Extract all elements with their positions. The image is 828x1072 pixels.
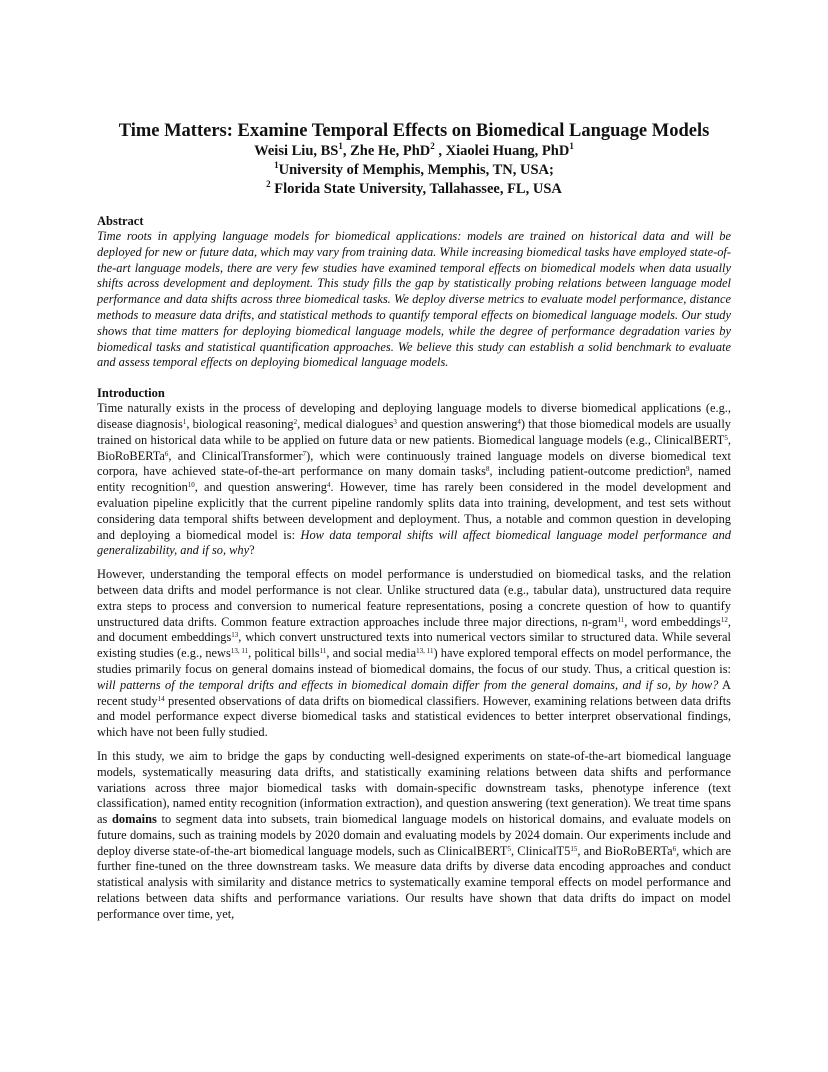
affiliation-2 (60, 180, 768, 199)
intro-paragraph-2 (97, 567, 731, 741)
author-3-affiliation-mark: 1 (569, 141, 574, 151)
text-run: ) have explored temporal effects on model performance, the studies primarily focus on general domains instead of biomedical domains, the focus of our study. Thus, a critical question is: (97, 646, 731, 676)
citation-mark: 5 (507, 844, 512, 853)
introduction-heading: Introduction (97, 386, 165, 401)
text-run: , word embeddings (624, 614, 721, 629)
affiliation-2-mark: 2 (266, 179, 271, 189)
text-run: , BioRoBERTa (97, 432, 731, 463)
text-run: In this study, we aim to bridge the gaps by conducting well-designed experiments on state-of-the-art biomedical language models, systematically measuring data drifts, and statistically examining relations between data shifts and performance variations across three major biomedical tasks with domain-specific downstream tasks, phenotype inference (text classification), named entity recognition (information extraction), and question answering (text generation). We treat time spans as (97, 748, 731, 827)
author-2: , Zhe He, PhD (342, 143, 431, 159)
text-run: , and social media (326, 646, 417, 661)
affiliation-1-mark: 1 (274, 160, 279, 170)
text-run: , which convert unstructured texts into numerical vectors similar to structured data. While several existing studies (e.g., news (97, 630, 732, 661)
citation-mark: 15 (570, 844, 578, 853)
intro-paragraph-1 (97, 401, 731, 559)
text-run: , and document embeddings (97, 614, 731, 645)
citation-mark: 1 (182, 417, 187, 426)
text-run: ? (249, 543, 255, 558)
citation-mark: 13, 11 (230, 647, 249, 656)
text-run: ), which were continuously trained language models on diverse biomedical text corpora, have achieved state-of-the-art performance on many domain tasks (97, 448, 731, 479)
text-run: , which are further fine-tuned on the three downstream tasks. We measure data drifts by diverse data encoding approaches and conduct statistical analysis with similarity and distance metrics to systematically examine temporal effects on model performance and relations between data shifts and performance variations. Our results have shown that data drifts do impact on model performance over time, yet, (97, 843, 731, 921)
citation-mark: 5 (724, 433, 728, 442)
text-run: . However, time has rarely been considered in the model development and evaluation pipeline explicitly that the current pipeline randomly splits data into training, development, and test sets without considering data temporal shifts between development and deployment. Thus, a notable and common question in developing and deploying a biomedical model is: (97, 480, 731, 542)
research-question: How data temporal shifts will affect biomedical language model performance and generalizability, and if so, why (97, 527, 731, 558)
citation-mark: 7 (302, 449, 307, 458)
text-run: , medical dialogues (297, 416, 394, 431)
paper-body (97, 213, 731, 923)
affiliation-2-text: Florida State University, Tallahassee, FL, USA (270, 181, 562, 197)
text-run: , ClinicalT5 (511, 843, 571, 858)
text-run: , and BioRoBERTa (577, 843, 673, 858)
author-line (60, 142, 768, 161)
text-run: ) that those biomedical models are usually trained on historical data while to be applied on future data or new patients. Biomedical language models (e.g., ClinicalBERT (97, 416, 731, 447)
author-3: , Xiaolei Huang, PhD (434, 143, 570, 159)
citation-mark: 3 (393, 417, 397, 426)
abstract-heading: Abstract (97, 214, 144, 228)
research-question: will patterns of the temporal drifts and effects in biomedical domain differ from the general domains, and if so, by how? (97, 677, 719, 692)
citation-mark: 6 (164, 449, 169, 458)
affiliation-1-text: University of Memphis, Memphis, TN, USA; (278, 162, 554, 178)
text-run: , named entity recognition (97, 464, 731, 495)
author-1: Weisi Liu, BS (254, 143, 339, 159)
text-run: , biological reasoning (186, 416, 294, 431)
citation-mark: 13, 11 (416, 647, 434, 656)
text-run: , including patient-outcome prediction (489, 464, 687, 479)
citation-mark: 11 (319, 647, 327, 656)
citation-mark: 8 (485, 465, 490, 474)
text-run: and question answering (396, 416, 518, 431)
citation-mark: 10 (187, 481, 195, 490)
citation-mark: 6 (672, 844, 677, 853)
text-run: However, understanding the temporal effects on model performance is understudied on biomedical tasks, and the relation between data drifts and model performance is not clear. Unlike structured data (e.g., tabular data), unstructured data require extra steps to process and conversion to numerical feature representations, posing a concrete question of how to quantify unstructured data drifts. Common feature extraction approaches include three major directions, n-gram (97, 567, 731, 629)
citation-mark: 12 (720, 615, 728, 624)
text-run: , and question answering (194, 480, 328, 495)
affiliation-1 (60, 161, 768, 180)
citation-mark: 14 (157, 694, 165, 703)
author-2-affiliation-mark: 2 (430, 141, 435, 151)
text-run: Time naturally exists in the process of developing and deploying language models to diverse biomedical applications (e.g., disease diagnosis (97, 401, 731, 431)
text-run: presented observations of data drifts on biomedical classifiers. However, examining relations between data drifts and model performance expect diverse biomedical tasks and statistical evidences to better interpret observational findings, which have not been fully studied. (97, 693, 731, 740)
text-run: , political bills (248, 646, 320, 661)
paper-title: Time Matters: Examine Temporal Effects on Biomedical Language Models (118, 121, 710, 141)
text-run: A recent study (97, 677, 731, 708)
author-1-affiliation-mark: 1 (338, 141, 343, 151)
emphasized-term: domains (112, 812, 157, 827)
paper-header (60, 120, 768, 199)
intro-paragraph-3 (97, 749, 731, 923)
citation-mark: 2 (293, 417, 298, 426)
citation-mark: 4 (327, 481, 331, 490)
abstract-text: Time roots in applying language models for biomedical applications: models are trained on historical data and will be deployed for new or future data, which may vary from training data. While increasing biomedical tasks have employed state-of-the-art language models, there are very few studies have examined temporal effects on biomedical models when data usually shifts across development and deployment. This study fills the gap by statistically probing relations between language model performance and data shifts across three biomedical tasks. We deploy diverse metrics to evaluate model performance, distance methods to measure data drifts, and statistical methods to quantify temporal effects on biomedical language models. Our study shows that time matters for deploying biomedical language models, while the degree of performance degradation varies by biomedical tasks and statistical quantification approaches. We believe this study can establish a solid benchmark to evaluate and assess temporal effects on deploying biomedical language models. (97, 229, 731, 370)
citation-mark: 4 (517, 417, 521, 426)
text-run: to segment data into subsets, train biomedical language models on historical domains, and evaluate models on future domains, such as training models by 2020 domain and evaluating models by 2024 domain. Our experiments include and deploy diverse state-of-the-art biomedical language models, such as ClinicalBERT (97, 812, 731, 858)
citation-mark: 11 (617, 615, 625, 624)
citation-mark: 13 (231, 631, 239, 640)
text-run: , and ClinicalTransformer (168, 448, 303, 463)
citation-mark: 9 (686, 465, 690, 474)
